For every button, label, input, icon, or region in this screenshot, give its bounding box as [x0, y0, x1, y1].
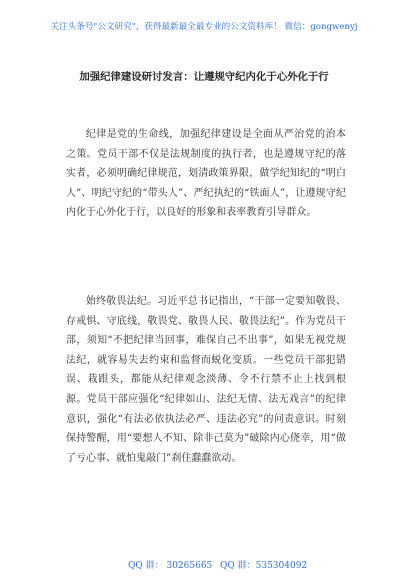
body-paragraph-2: 始终敬畏法纪。习近平总书记指出，“干部一定要知敬畏、存戒惧、守底线，敬畏党、敬畏人民、敬畏法纪”。作为党员干部，须知“不把纪律当回事，难保自己不出事”，如果无视党规法纪，就容易失去约束和监督而蜕化变质。一些党员干部犯错误、栽跟头，都能从纪律观念淡薄、令不行禁不止上找到根源。党员干部应强化“纪律如山、法纪无情、法无戏言”的纪律意识，强化“有法必依执法必严、违法必究”的问责意识。时刻保持警醒，用“要想人不知、除非己莫为”破除内心侥幸，用“做了亏心事、就怕鬼敲门”刹住蠢蠢欲动。 [66, 296, 346, 464]
header-note: 关注头条号"公文研究"，获得最新最全最专业的公文资料库！ 微信：gongwenyj [50, 22, 358, 32]
footer-contact [0, 559, 408, 573]
footer-qq-group-1: QQ 群： 30265665 [128, 561, 213, 571]
document-title: 加强纪律建设研讨发言：让遵规守纪内化于心外化于行 [79, 71, 329, 83]
footer-qq-group-2: QQ 群：535304092 [220, 561, 308, 571]
body-paragraph-1: 纪律是党的生命线，加强纪律建设是全面从严治党的治本之策。党员干部不仅是法规制度的执行者，也是遵规守纪的落实者，必须明确纪律规范，划清政策界限，做学纪知纪的“明白人”、明纪守纪的“带头人”、严纪执纪的“铁面人”，让遵规守纪内化于心外化于行，以良好的形象和表率教育引导群众。 [66, 129, 346, 219]
